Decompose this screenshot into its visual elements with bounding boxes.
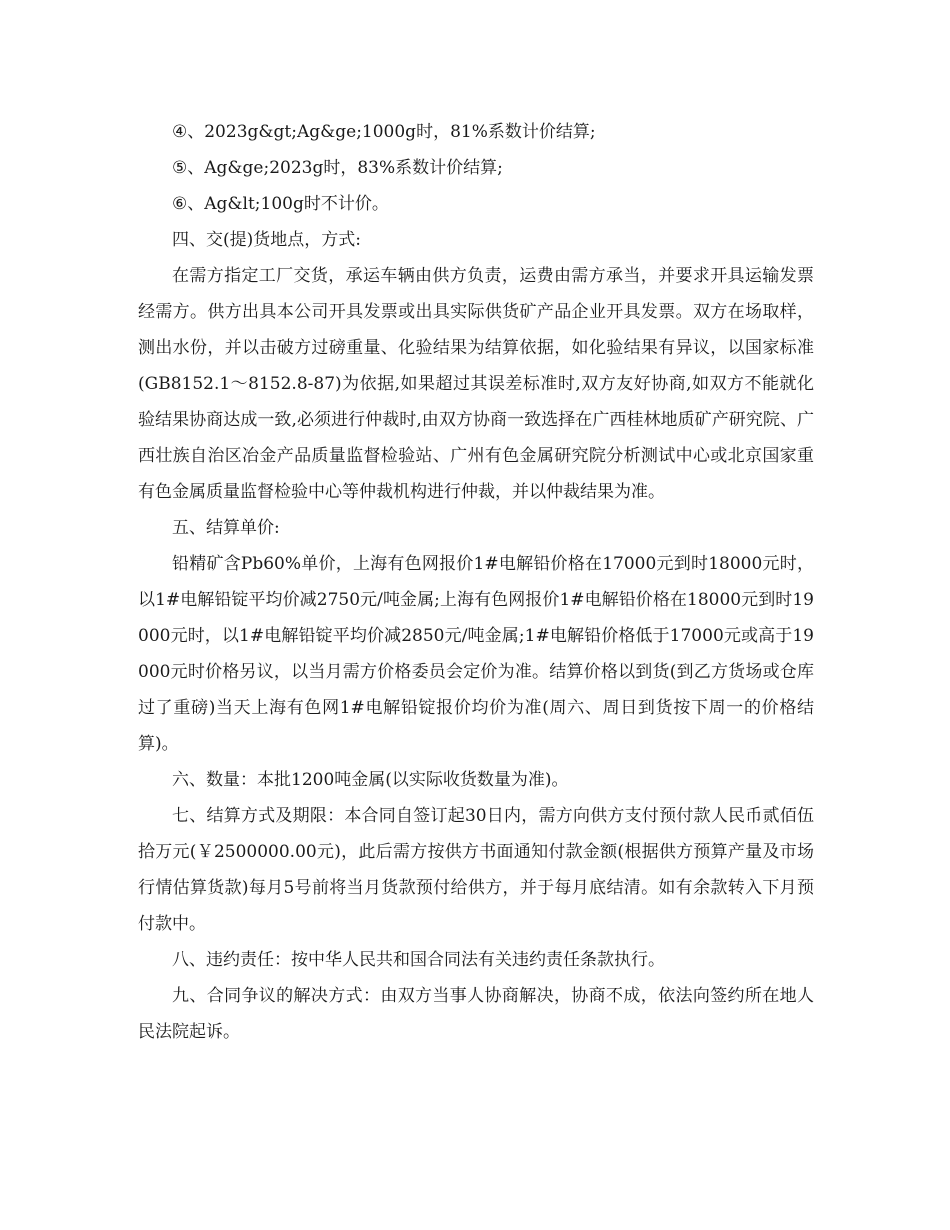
- liability-paragraph: 八、违约责任：按中华人民共和国合同法有关违约责任条款执行。: [172, 950, 665, 970]
- unit-price-paragraph: 铅精矿含Pb60%单价，上海有色网报价1#电解铅价格在17000元到时18000元时，以1#电解铅锭平均价减2750元/吨金属;上海有色网报价1#电解铅价格在18000元到时19000元时，以1#电解铅锭平均价减2850元/吨金属;1#电解铅价格低于17000元或高于19000元时价格另议，以当月需方价格委员会定价为准。结算价格以到货(到乙方货场或仓库过了重磅)当天上海有色网1#电解铅锭报价均价为准(周六、周日到货按下周一的价格结算)。: [138, 554, 814, 754]
- section-heading-delivery: 四、交(提)货地点，方式:: [172, 230, 361, 250]
- delivery-paragraph: 在需方指定工厂交货，承运车辆由供方负责，运费由需方承当，并要求开具运输发票经需方。供方出具本公司开具发票或出具实际供货矿产品企业开具发票。双方在场取样，测出水份，并以击破方过磅重量、化验结果为结算依据，如化验结果有异议，以国家标准(GB8152.1～8152.8-87)为依据,如果超过其误差标准时,双方友好协商,如双方不能就化验结果协商达成一致,必须进行仲裁时,由双方协商一致选择在广西桂林地质矿产研究院、广西壮族自治区冶金产品质量监督检验站、广州有色金属研究院分析测试中心或北京国家重有色金属质量监督检验中心等仲裁机构进行仲裁，并以仲裁结果为准。: [138, 266, 814, 502]
- clause-item-4: ④、2023g&gt;Ag&ge;1000g时，81%系数计价结算;: [172, 122, 596, 142]
- clause-item-5: ⑤、Ag&ge;2023g时，83%系数计价结算;: [172, 158, 503, 178]
- settlement-paragraph: 七、结算方式及期限：本合同自签订起30日内，需方向供方支付预付款人民币贰佰伍拾万元(￥2500000.00元)，此后需方按供方书面通知付款金额(根据供方预算产量及市场行情估算货款)每月5号前将当月货款预付给供方，并于每月底结清。如有余款转入下月预付款中。: [138, 806, 814, 934]
- document-body: [138, 114, 814, 1050]
- section-heading-unit-price: 五、结算单价:: [172, 518, 280, 538]
- quantity-paragraph: 六、数量：本批1200吨金属(以实际收货数量为准)。: [172, 770, 569, 790]
- clause-item-6: ⑥、Ag&lt;100g时不计价。: [172, 194, 389, 214]
- dispute-paragraph: 九、合同争议的解决方式：由双方当事人协商解决，协商不成，依法向签约所在地人民法院起诉。: [138, 986, 814, 1042]
